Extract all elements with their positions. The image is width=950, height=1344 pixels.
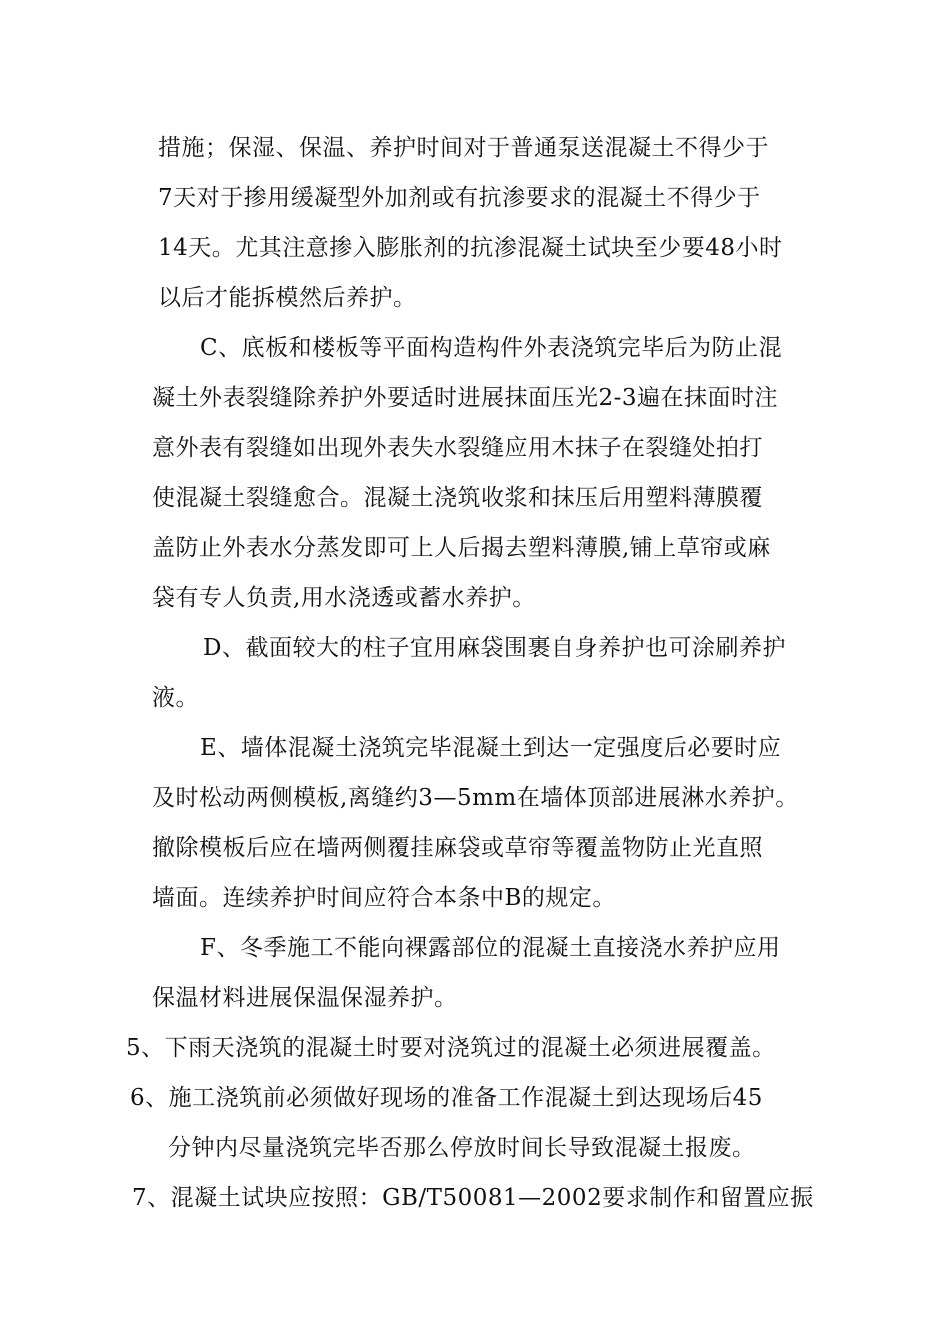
text-line: 保温材料进展保温保湿养护。 [152, 985, 458, 1011]
text-line: 及时松动两侧模板,离缝约3—5mm在墙体顶部进展淋水养护。 [152, 785, 799, 811]
text-line: 分钟内尽量浇筑完毕否那么停放时间长导致混凝土报废。 [168, 1135, 756, 1161]
text-line: 措施；保湿、保温、养护时间对于普通泵送混凝土不得少于 [158, 135, 769, 161]
text-line: 撤除模板后应在墙两侧覆挂麻袋或草帘等覆盖物防止光直照 [152, 835, 763, 861]
text-line: 意外表有裂缝如出现外表失水裂缝应用木抹子在裂缝处拍打 [152, 435, 763, 461]
text-line: 7天对于掺用缓凝型外加剂或有抗渗要求的混凝土不得少于 [158, 185, 761, 211]
text-line: 14天。尤其注意掺入膨胀剂的抗渗混凝土试块至少要48小时 [158, 235, 783, 261]
text-line: E、墙体混凝土浇筑完毕混凝土到达一定强度后必要时应 [200, 735, 782, 761]
text-line: 凝土外表裂缝除养护外要适时进展抹面压光2-3遍在抹面时注 [152, 385, 779, 411]
text-line: 6、施工浇筑前必须做好现场的准备工作混凝土到达现场后45 [130, 1085, 763, 1111]
text-line: 使混凝土裂缝愈合。混凝土浇筑收浆和抹压后用塑料薄膜覆 [152, 485, 763, 511]
text-line: 以后才能拆模然后养护。 [158, 285, 417, 311]
text-line: 5、下雨天浇筑的混凝土时要对浇筑过的混凝土必须进展覆盖。 [126, 1035, 776, 1061]
text-line: F、冬季施工不能向裸露部位的混凝土直接浇水养护应用 [200, 935, 781, 961]
text-line: C、底板和楼板等平面构造构件外表浇筑完毕后为防止混 [200, 335, 783, 361]
text-line: 袋有专人负责,用水浇透或蓄水养护。 [152, 585, 536, 611]
text-line: 7、混凝土试块应按照：GB/T50081—2002要求制作和留置应振 [132, 1185, 814, 1211]
text-line: 盖防止外表水分蒸发即可上人后揭去塑料薄膜,铺上草帘或麻 [152, 535, 771, 561]
text-line: 墙面。连续养护时间应符合本条中B的规定。 [152, 885, 616, 911]
text-line: D、截面较大的柱子宜用麻袋围裹自身养护也可涂刷养护 [203, 635, 786, 661]
text-line: 液。 [152, 685, 199, 711]
